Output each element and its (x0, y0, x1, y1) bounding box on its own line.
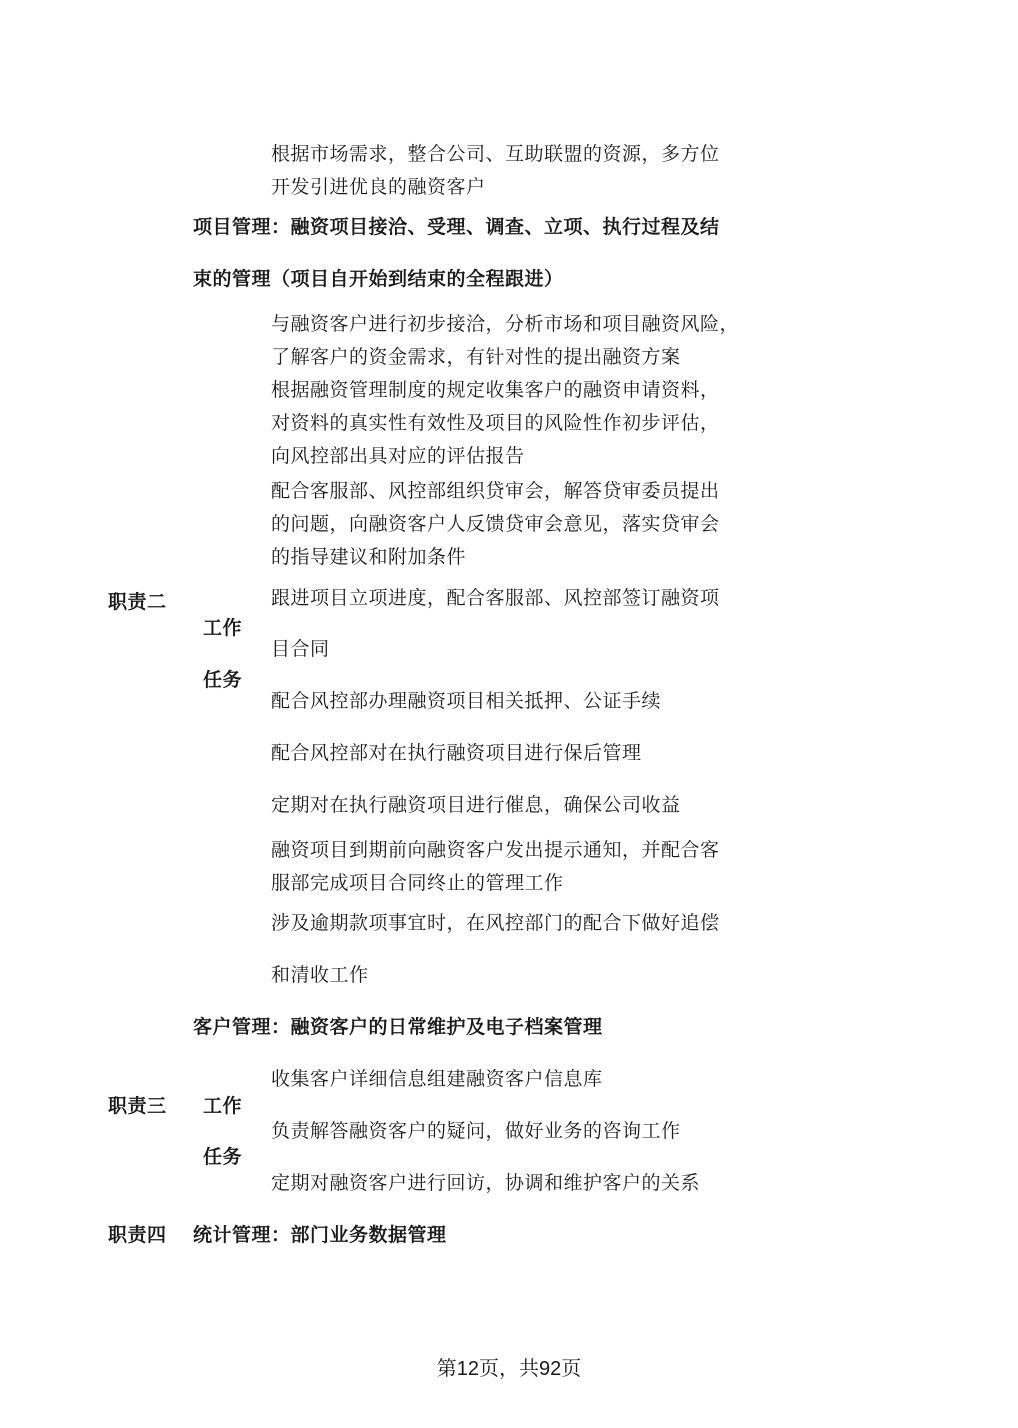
duty3-item-line: 定期对融资客户进行回访，协调和维护客户的关系 (271, 1172, 701, 1194)
duty2-task-label-line-2: 任务 (203, 669, 243, 691)
duty2-heading-line-1: 项目管理：融资项目接洽、受理、调查、立项、执行过程及结 (193, 216, 720, 238)
duty2-item-line: 和清收工作 (271, 964, 369, 986)
duty2-item-line: 定期对在执行融资项目进行催息，确保公司收益 (271, 794, 681, 816)
duty2-heading-line-2: 束的管理（项目自开始到结束的全程跟进） (193, 268, 564, 290)
duty2-item-line: 目合同 (271, 638, 330, 660)
duty2-item-line: 的问题，向融资客户人反馈贷审会意见，落实贷审会 (271, 513, 720, 535)
duty3-task-label-line-2: 任务 (203, 1146, 243, 1168)
page-number-footer: 第12页，共92页 (436, 1358, 582, 1380)
duty2-item-line: 涉及逾期款项事宜时，在风控部门的配合下做好追偿 (271, 912, 720, 934)
duty2-item-line: 了解客户的资金需求，有针对性的提出融资方案 (271, 346, 681, 368)
duty1-item-line-1: 根据市场需求，整合公司、互助联盟的资源，多方位 (271, 143, 720, 165)
duty3-task-label-line-1: 工作 (203, 1095, 243, 1117)
duty2-item-line: 向风控部出具对应的评估报告 (271, 445, 525, 467)
duty2-item-line: 与融资客户进行初步接洽，分析市场和项目融资风险， (271, 313, 740, 335)
duty2-item-line: 服部完成项目合同终止的管理工作 (271, 872, 564, 894)
duty3-label: 职责三 (108, 1095, 167, 1117)
duty3-item-line: 负责解答融资客户的疑问，做好业务的咨询工作 (271, 1120, 681, 1142)
duty2-item-line: 对资料的真实性有效性及项目的风险性作初步评估， (271, 412, 720, 434)
duty3-item-line: 收集客户详细信息组建融资客户信息库 (271, 1068, 603, 1090)
duty2-task-label-line-1: 工作 (203, 617, 243, 639)
duty2-item-line: 的指导建议和附加条件 (271, 546, 467, 568)
duty2-item-line: 跟进项目立项进度，配合客服部、风控部签订融资项 (271, 587, 720, 609)
duty1-item-line-2: 开发引进优良的融资客户 (271, 176, 486, 198)
duty2-item-line: 根据融资管理制度的规定收集客户的融资申请资料， (271, 379, 720, 401)
duty2-item-line: 配合风控部办理融资项目相关抵押、公证手续 (271, 690, 662, 712)
duty2-item-line: 融资项目到期前向融资客户发出提示通知，并配合客 (271, 839, 720, 861)
duty2-item-line: 配合客服部、风控部组织贷审会，解答贷审委员提出 (271, 480, 720, 502)
duty3-heading: 客户管理：融资客户的日常维护及电子档案管理 (193, 1016, 603, 1038)
duty4-heading: 统计管理：部门业务数据管理 (193, 1224, 447, 1246)
duty2-label: 职责二 (108, 591, 167, 613)
duty4-label: 职责四 (108, 1224, 167, 1246)
duty2-item-line: 配合风控部对在执行融资项目进行保后管理 (271, 742, 642, 764)
